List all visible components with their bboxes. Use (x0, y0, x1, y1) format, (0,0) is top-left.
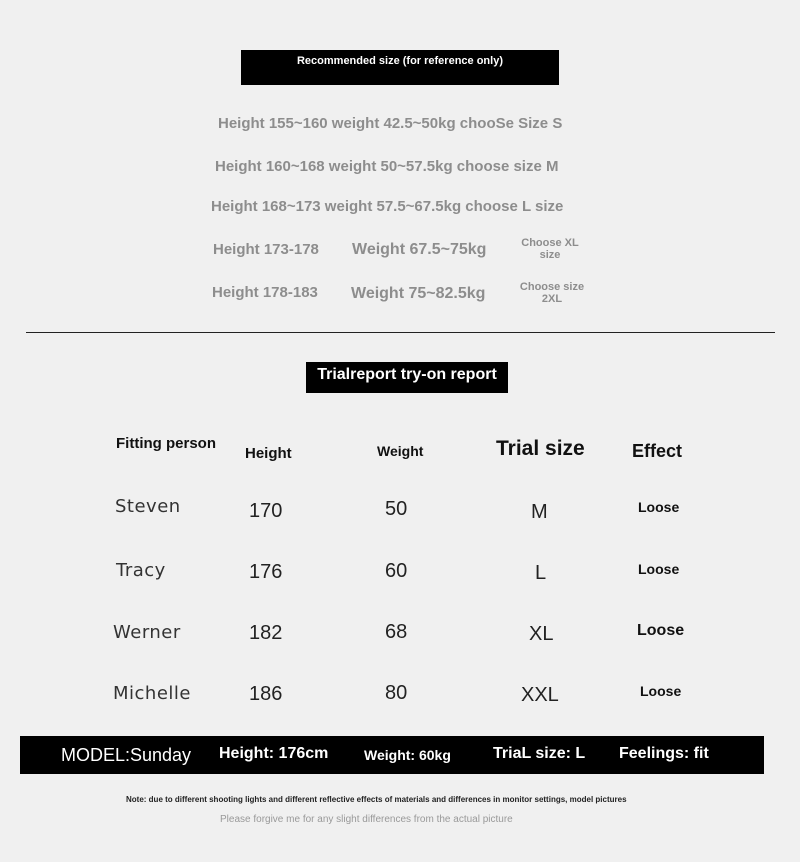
size-xl-height: Height 173-178 (213, 241, 319, 258)
table-row-name: Michelle (113, 683, 191, 704)
table-row-height: 182 (249, 622, 283, 644)
table-row-weight: 50 (385, 498, 408, 520)
size-line-m: Height 160~168 weight 50~57.5kg choose size M (215, 158, 559, 175)
table-row-effect: Loose (637, 622, 685, 639)
section-divider (26, 332, 775, 333)
model-feelings: Feelings: fit (619, 745, 709, 762)
recommended-size-title: Recommended size (for reference only) (296, 55, 503, 67)
size-xxl-height: Height 178-183 (212, 284, 318, 301)
table-row-name: Werner (113, 622, 181, 643)
size-xxl-choose: Choose size 2XL (519, 281, 585, 305)
table-row-name: Steven (115, 496, 181, 517)
table-row-effect: Loose (638, 499, 680, 515)
table-row-name: Tracy (116, 560, 166, 581)
table-row-height: 186 (249, 683, 283, 705)
table-row-height: 176 (249, 561, 283, 583)
header-trial-size: Trial size (496, 437, 585, 460)
size-xl-weight: Weight 67.5~75kg (352, 241, 487, 258)
header-effect: Effect (632, 441, 683, 461)
model-name: MODEL:Sunday (61, 745, 192, 765)
disclaimer-apology: Please forgive me for any slight differences from the actual picture (220, 814, 513, 825)
table-row-size: XL (529, 623, 554, 645)
disclaimer-note: Note: due to different shooting lights and different reflective effects of materials and differences in monitor settings, model pictures (126, 795, 627, 804)
model-height: Height: 176cm (219, 745, 329, 762)
table-row-size: XXL (521, 684, 559, 706)
recommended-size-banner (241, 50, 559, 85)
table-row-size: L (535, 562, 547, 584)
table-row-weight: 68 (385, 621, 408, 643)
table-row-size: M (531, 501, 548, 523)
trial-report-banner (306, 362, 508, 393)
model-trial-size: TriaL size: L (493, 745, 586, 762)
size-line-s: Height 155~160 weight 42.5~50kg chooSe Size S (218, 115, 563, 132)
size-xl-choose: Choose XL size (521, 237, 579, 261)
table-row-weight: 80 (385, 682, 408, 704)
header-weight: Weight (377, 443, 424, 459)
table-row-weight: 60 (385, 560, 408, 582)
table-row-height: 170 (249, 500, 283, 522)
trial-report-title: Trialreport try-on report (317, 366, 497, 383)
size-line-l: Height 168~173 weight 57.5~67.5kg choose L size (211, 198, 564, 215)
model-info-bar (20, 736, 764, 774)
table-row-effect: Loose (638, 561, 680, 577)
header-height: Height (245, 445, 292, 462)
model-weight: Weight: 60kg (364, 747, 451, 763)
size-xxl-weight: Weight 75~82.5kg (351, 285, 486, 302)
table-row-effect: Loose (640, 683, 682, 699)
header-fitting-person: Fitting person (116, 435, 216, 452)
